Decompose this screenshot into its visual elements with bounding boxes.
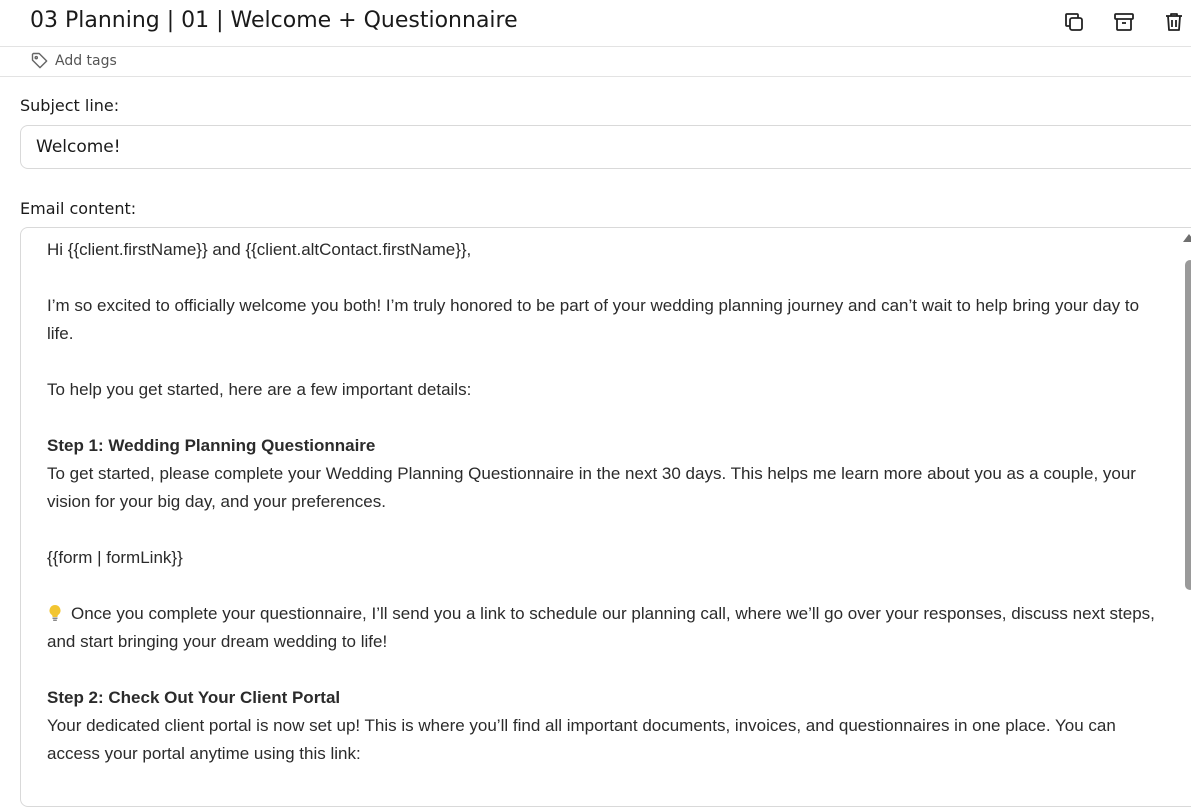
add-tags-label: Add tags: [55, 53, 117, 69]
step2-text: Your dedicated client portal is now set up! This is where you’ll find all important documents, invoices, and questionnaires in one place. You can access your portal anytime using this link:: [47, 716, 1116, 763]
lightbulb-icon: [47, 603, 63, 621]
email-body[interactable]: [47, 236, 1157, 796]
subject-input[interactable]: [20, 125, 1191, 169]
step1-block: [47, 432, 1157, 516]
scroll-up-arrow[interactable]: [1183, 234, 1191, 242]
tip-paragraph: [47, 600, 1157, 656]
step2-title: Step 2: Check Out Your Client Portal: [47, 688, 341, 707]
archive-icon[interactable]: [1112, 10, 1136, 34]
step1-text: To get started, please complete your Wedding Planning Questionnaire in the next 30 days. This helps me learn more about you as a couple, your vision for your big day, and your preferences.: [47, 464, 1136, 511]
header-bar: [0, 0, 1191, 47]
details-intro: To help you get started, here are a few important details:: [47, 380, 472, 399]
greeting-text: Hi {{client.firstName}} and {{client.altContact.firstName}},: [47, 240, 472, 259]
trash-icon[interactable]: [1162, 10, 1186, 34]
step2-block: [47, 684, 1157, 768]
email-content-editor[interactable]: [20, 227, 1191, 807]
welcome-paragraph: I’m so excited to officially welcome you both! I’m truly honored to be part of your wedding planning journey and can’t wait to help bring your day to life.: [47, 296, 1140, 343]
tip-text: Once you complete your questionnaire, I’ll send you a link to schedule our planning call, where we’ll go over your responses, discuss next steps, and start bringing your dream wedding to life!: [47, 604, 1155, 651]
tags-bar: [0, 46, 1191, 77]
page-title: 03 Planning | 01 | Welcome + Questionnaire: [30, 8, 518, 33]
email-content-label: Email content:: [20, 199, 137, 218]
step1-title: Step 1: Wedding Planning Questionnaire: [47, 436, 376, 455]
tag-icon: [30, 51, 50, 71]
add-tags-button[interactable]: [30, 51, 117, 71]
scrollbar-thumb[interactable]: [1185, 260, 1191, 590]
subject-label: Subject line:: [20, 96, 120, 115]
copy-icon[interactable]: [1062, 10, 1086, 34]
form-link: {{form | formLink}}: [47, 548, 183, 567]
